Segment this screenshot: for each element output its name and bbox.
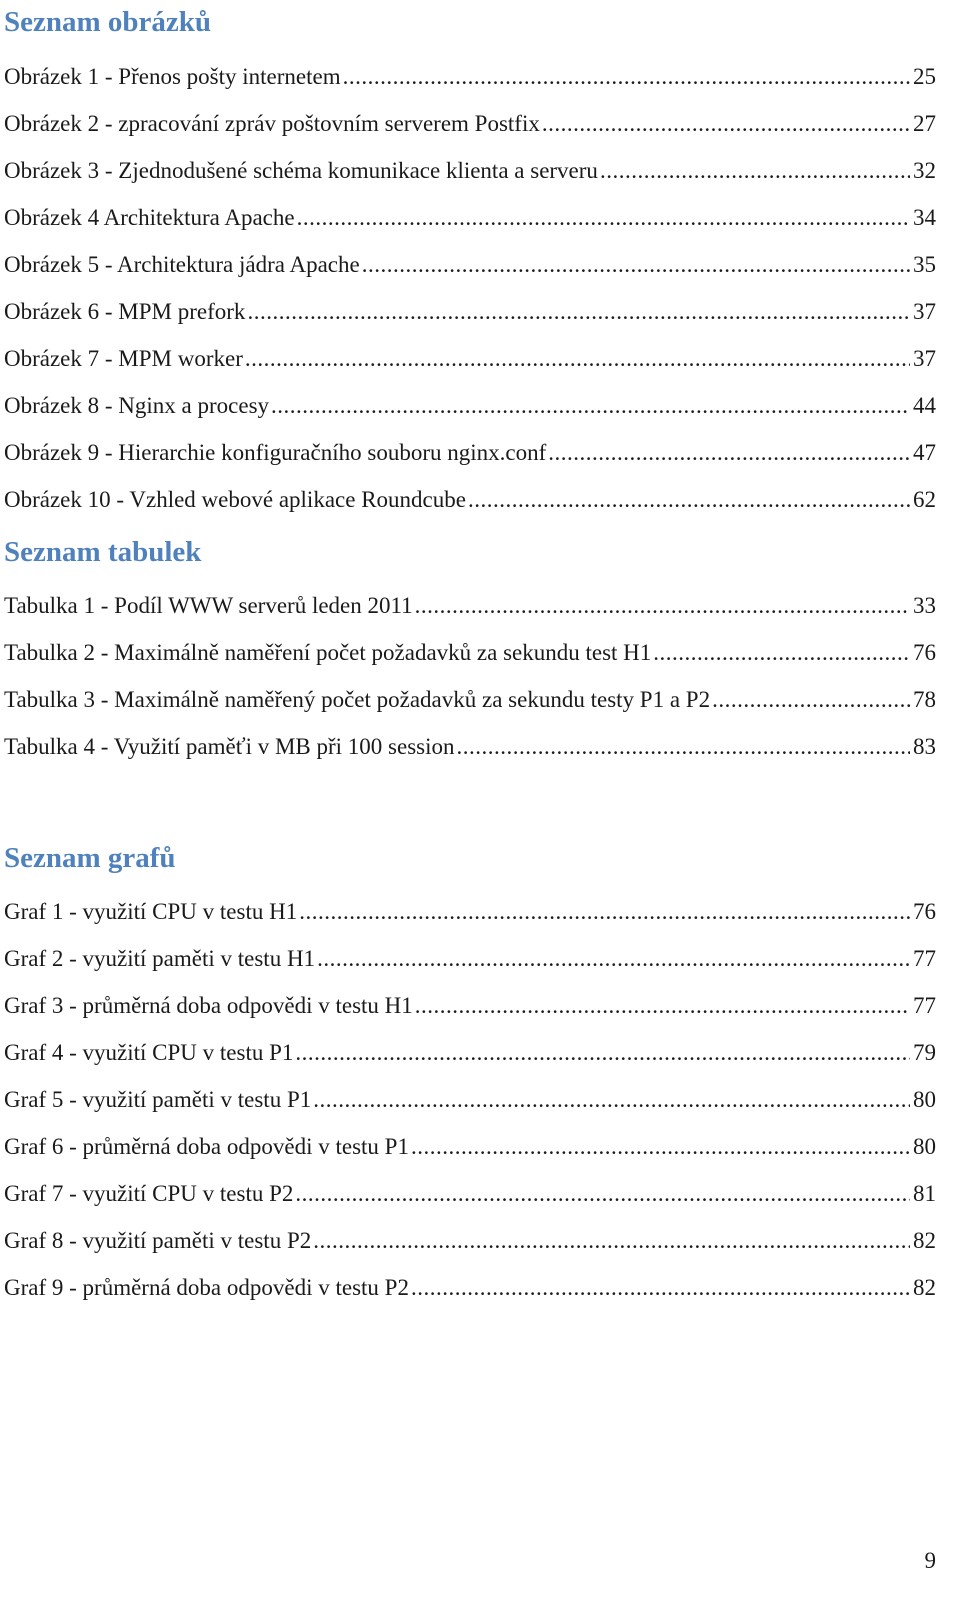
toc-entry-figure[interactable] <box>4 344 936 374</box>
entry-page-number: 76 <box>913 640 936 665</box>
entry-label: Graf 6 - průměrná doba odpovědi v testu P1 <box>4 1134 409 1159</box>
entry-page-number: 81 <box>913 1181 936 1206</box>
entry-page-number: 82 <box>913 1228 936 1253</box>
toc-entry-figure[interactable] <box>4 156 936 186</box>
toc-entry-graph[interactable] <box>4 944 936 974</box>
toc-entry-figure[interactable] <box>4 391 936 421</box>
entry-page-number: 77 <box>913 946 936 971</box>
entry-page-number: 79 <box>913 1040 936 1065</box>
page-number: 9 <box>924 1548 936 1573</box>
dot-leader <box>313 1085 910 1115</box>
entry-label: Graf 7 - využití CPU v testu P2 <box>4 1181 294 1206</box>
entry-page-number: 37 <box>913 346 936 371</box>
entry-label: Graf 8 - využití paměti v testu P2 <box>4 1228 312 1253</box>
toc-entry-graph[interactable] <box>4 991 936 1021</box>
dot-leader <box>600 156 910 186</box>
entry-label: Obrázek 5 - Architektura jádra Apache <box>4 252 360 277</box>
entry-page-number: 80 <box>913 1134 936 1159</box>
dot-leader <box>542 109 910 139</box>
dot-leader <box>548 438 910 468</box>
entry-label: Obrázek 4 Architektura Apache <box>4 205 295 230</box>
dot-leader <box>297 203 910 233</box>
entry-page-number: 83 <box>913 734 936 759</box>
entry-label: Graf 5 - využití paměti v testu P1 <box>4 1087 312 1112</box>
toc-entry-figure[interactable] <box>4 250 936 280</box>
entry-page-number: 44 <box>913 393 936 418</box>
entry-page-number: 34 <box>913 205 936 230</box>
entry-label: Graf 2 - využití paměti v testu H1 <box>4 946 316 971</box>
toc-entry-figure[interactable] <box>4 109 936 139</box>
toc-entry-table[interactable] <box>4 638 936 668</box>
dot-leader <box>295 1038 910 1068</box>
entry-page-number: 35 <box>913 252 936 277</box>
toc-entry-figure[interactable] <box>4 203 936 233</box>
entry-label: Graf 3 - průměrná doba odpovědi v testu H1 <box>4 993 413 1018</box>
entry-label: Obrázek 6 - MPM prefork <box>4 299 246 324</box>
toc-entry-figure[interactable] <box>4 297 936 327</box>
entry-label: Obrázek 7 - MPM worker <box>4 346 243 371</box>
dot-leader <box>415 591 910 621</box>
toc-entry-graph[interactable] <box>4 1038 936 1068</box>
toc-entry-table[interactable] <box>4 591 936 621</box>
figures-heading: Seznam obrázků <box>4 6 212 38</box>
toc-entry-graph[interactable] <box>4 897 936 927</box>
toc-entry-figure[interactable] <box>4 438 936 468</box>
dot-leader <box>468 485 910 515</box>
graphs-heading: Seznam grafů <box>4 842 176 874</box>
entry-page-number: 37 <box>913 299 936 324</box>
entry-page-number: 77 <box>913 993 936 1018</box>
dot-leader <box>245 344 910 374</box>
entry-label: Obrázek 1 - Přenos pošty internetem <box>4 64 341 89</box>
toc-entry-graph[interactable] <box>4 1226 936 1256</box>
entry-label: Obrázek 9 - Hierarchie konfiguračního souboru nginx.conf <box>4 440 547 465</box>
entry-page-number: 27 <box>913 111 936 136</box>
entry-label: Obrázek 2 - zpracování zpráv poštovním serverem Postfix <box>4 111 540 136</box>
entry-page-number: 80 <box>913 1087 936 1112</box>
entry-label: Tabulka 3 - Maximálně naměřený počet požadavků za sekundu testy P1 a P2 <box>4 687 711 712</box>
entry-page-number: 82 <box>913 1275 936 1300</box>
toc-entry-figure[interactable] <box>4 62 936 92</box>
dot-leader <box>653 638 910 668</box>
entry-page-number: 62 <box>913 487 936 512</box>
entry-page-number: 25 <box>913 64 936 89</box>
toc-entry-figure[interactable] <box>4 485 936 515</box>
dot-leader <box>411 1132 910 1162</box>
entry-label: Obrázek 8 - Nginx a procesy <box>4 393 270 418</box>
entry-label: Graf 1 - využití CPU v testu H1 <box>4 899 298 924</box>
toc-entry-graph[interactable] <box>4 1132 936 1162</box>
toc-entry-graph[interactable] <box>4 1179 936 1209</box>
entry-page-number: 47 <box>913 440 936 465</box>
entry-page-number: 76 <box>913 899 936 924</box>
dot-leader <box>271 391 910 421</box>
dot-leader <box>313 1226 910 1256</box>
toc-entry-table[interactable] <box>4 685 936 715</box>
entry-page-number: 33 <box>913 593 936 618</box>
dot-leader <box>457 732 911 762</box>
entry-label: Tabulka 2 - Maximálně naměření počet požadavků za sekundu test H1 <box>4 640 652 665</box>
entry-page-number: 32 <box>913 158 936 183</box>
toc-entry-table[interactable] <box>4 732 936 762</box>
entry-label: Tabulka 4 - Využití paměťi v MB při 100 session <box>4 734 455 759</box>
dot-leader <box>317 944 910 974</box>
dot-leader <box>295 1179 910 1209</box>
toc-entry-graph[interactable] <box>4 1085 936 1115</box>
dot-leader <box>247 297 910 327</box>
tables-heading: Seznam tabulek <box>4 536 202 568</box>
entry-label: Obrázek 10 - Vzhled webové aplikace Roundcube <box>4 487 466 512</box>
toc-entry-graph[interactable] <box>4 1273 936 1303</box>
entry-label: Tabulka 1 - Podíl WWW serverů leden 2011 <box>4 593 413 618</box>
dot-leader <box>712 685 910 715</box>
dot-leader <box>362 250 910 280</box>
dot-leader <box>415 991 910 1021</box>
entry-page-number: 78 <box>913 687 936 712</box>
entry-label: Graf 9 - průměrná doba odpovědi v testu P2 <box>4 1275 409 1300</box>
dot-leader <box>299 897 910 927</box>
dot-leader <box>411 1273 910 1303</box>
entry-label: Graf 4 - využití CPU v testu P1 <box>4 1040 294 1065</box>
dot-leader <box>343 62 910 92</box>
entry-label: Obrázek 3 - Zjednodušené schéma komunikace klienta a serveru <box>4 158 598 183</box>
